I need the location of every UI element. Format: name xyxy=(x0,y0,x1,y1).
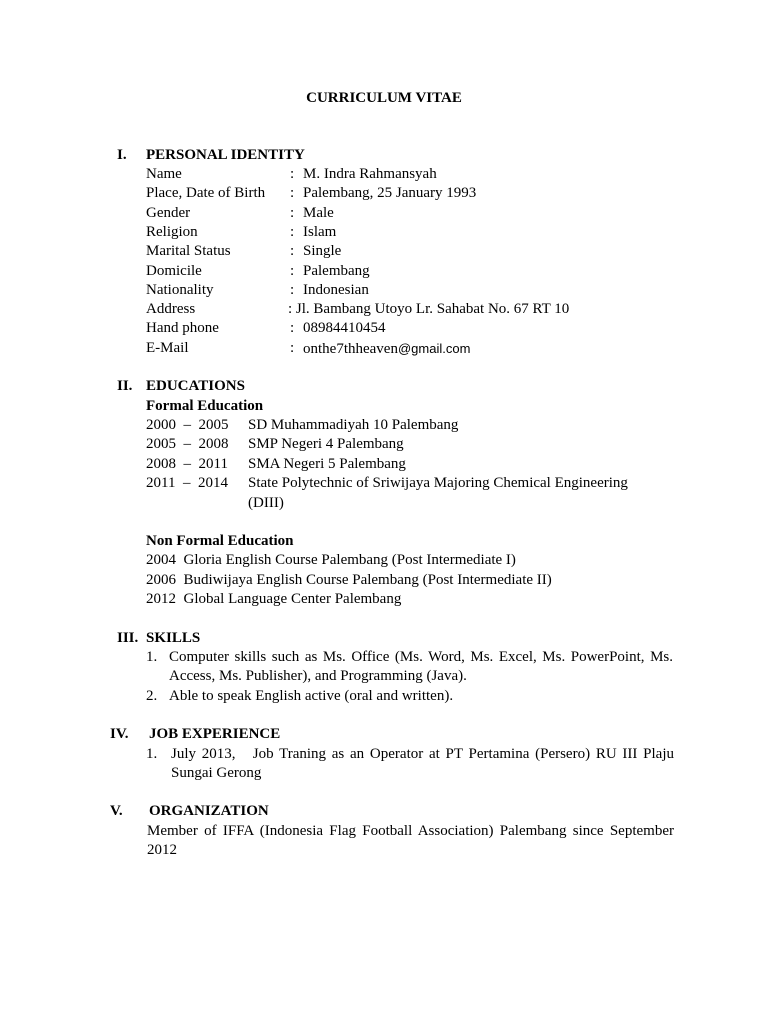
education-years: 2008 – 2011 xyxy=(146,456,228,472)
field-value-birth: Palembang, 25 January 1993 xyxy=(303,185,477,201)
nonformal-education-item: 2012 Global Language Center Palembang xyxy=(146,591,402,607)
nonformal-education-item: 2006 Budiwijaya English Course Palembang (Post Intermediate II) xyxy=(146,572,552,588)
field-label: Religion xyxy=(146,224,198,240)
organization-text-continuation: 2012 xyxy=(147,842,177,858)
education-years: 2011 – 2014 xyxy=(146,475,228,491)
section-numeral-organization: V. xyxy=(110,803,123,819)
document-title: CURRICULUM VITAE xyxy=(306,90,462,106)
section-numeral-education: II. xyxy=(117,378,133,394)
field-value-name: M. Indra Rahmansyah xyxy=(303,166,437,182)
organization-text: Member of IFFA (Indonesia Flag Football Association) Palembang since September xyxy=(147,823,674,839)
field-separator: : xyxy=(290,166,295,182)
field-label: Marital Status xyxy=(146,243,231,259)
field-value-religion: Islam xyxy=(303,224,337,240)
section-numeral-personal: I. xyxy=(117,147,127,163)
skill-text: Able to speak English active (oral and written). xyxy=(169,688,454,704)
field-separator: : xyxy=(290,340,295,356)
field-separator: : xyxy=(290,263,295,279)
field-value-phone: 08984410454 xyxy=(303,320,386,336)
job-text-continuation: Sungai Gerong xyxy=(171,765,262,781)
job-number: 1. xyxy=(146,746,158,762)
field-value-nationality: Indonesian xyxy=(303,282,369,298)
field-separator: : xyxy=(290,185,295,201)
field-value-email xyxy=(303,339,470,359)
skill-number: 2. xyxy=(146,688,158,704)
education-school: SMP Negeri 4 Palembang xyxy=(248,436,404,452)
field-label: Name xyxy=(146,166,182,182)
education-school-continuation: (DIII) xyxy=(248,495,284,511)
section-heading-skills: SKILLS xyxy=(146,630,201,646)
field-value-marital: Single xyxy=(303,243,342,259)
education-school: SD Muhammadiyah 10 Palembang xyxy=(248,417,459,433)
skill-text-continuation: Access, Ms. Publisher), and Programming (Java). xyxy=(169,668,467,684)
education-years: 2000 – 2005 xyxy=(146,417,229,433)
field-label: Nationality xyxy=(146,282,214,298)
field-value-gender: Male xyxy=(303,205,334,221)
field-label: E-Mail xyxy=(146,340,189,356)
field-value-domicile: Palembang xyxy=(303,263,370,279)
section-heading-organization: ORGANIZATION xyxy=(149,803,269,819)
email-user: onthe7thheaven xyxy=(303,341,398,357)
field-separator: : xyxy=(290,243,295,259)
subheading-formal-education: Formal Education xyxy=(146,398,264,414)
education-years: 2005 – 2008 xyxy=(146,436,229,452)
section-heading-personal: PERSONAL IDENTITY xyxy=(146,147,305,163)
skill-number: 1. xyxy=(146,649,158,665)
education-school: State Polytechnic of Sriwijaya Majoring Chemical Engineering xyxy=(248,475,628,491)
email-domain: @gmail.com xyxy=(397,341,471,356)
education-school: SMA Negeri 5 Palembang xyxy=(248,456,406,472)
section-heading-job: JOB EXPERIENCE xyxy=(149,726,281,742)
field-label: Gender xyxy=(146,205,191,221)
field-value-address: : Jl. Bambang Utoyo Lr. Sahabat No. 67 RT 10 xyxy=(288,301,570,317)
field-separator: : xyxy=(290,282,295,298)
section-numeral-job: IV. xyxy=(110,726,129,742)
field-label: Domicile xyxy=(146,263,202,279)
field-separator: : xyxy=(290,224,295,240)
field-separator: : xyxy=(290,205,295,221)
field-label: Place, Date of Birth xyxy=(146,185,266,201)
field-separator: : xyxy=(290,320,295,336)
job-text: July 2013, Job Traning as an Operator at PT Pertamina (Persero) RU III Plaju xyxy=(171,746,674,762)
subheading-nonformal-education: Non Formal Education xyxy=(146,533,294,549)
skill-text: Computer skills such as Ms. Office (Ms. Word, Ms. Excel, Ms. PowerPoint, Ms. xyxy=(169,649,673,665)
nonformal-education-item: 2004 Gloria English Course Palembang (Post Intermediate I) xyxy=(146,552,516,568)
field-label: Address xyxy=(146,301,196,317)
section-heading-education: EDUCATIONS xyxy=(146,378,245,394)
field-label: Hand phone xyxy=(146,320,219,336)
section-numeral-skills: III. xyxy=(117,630,139,646)
